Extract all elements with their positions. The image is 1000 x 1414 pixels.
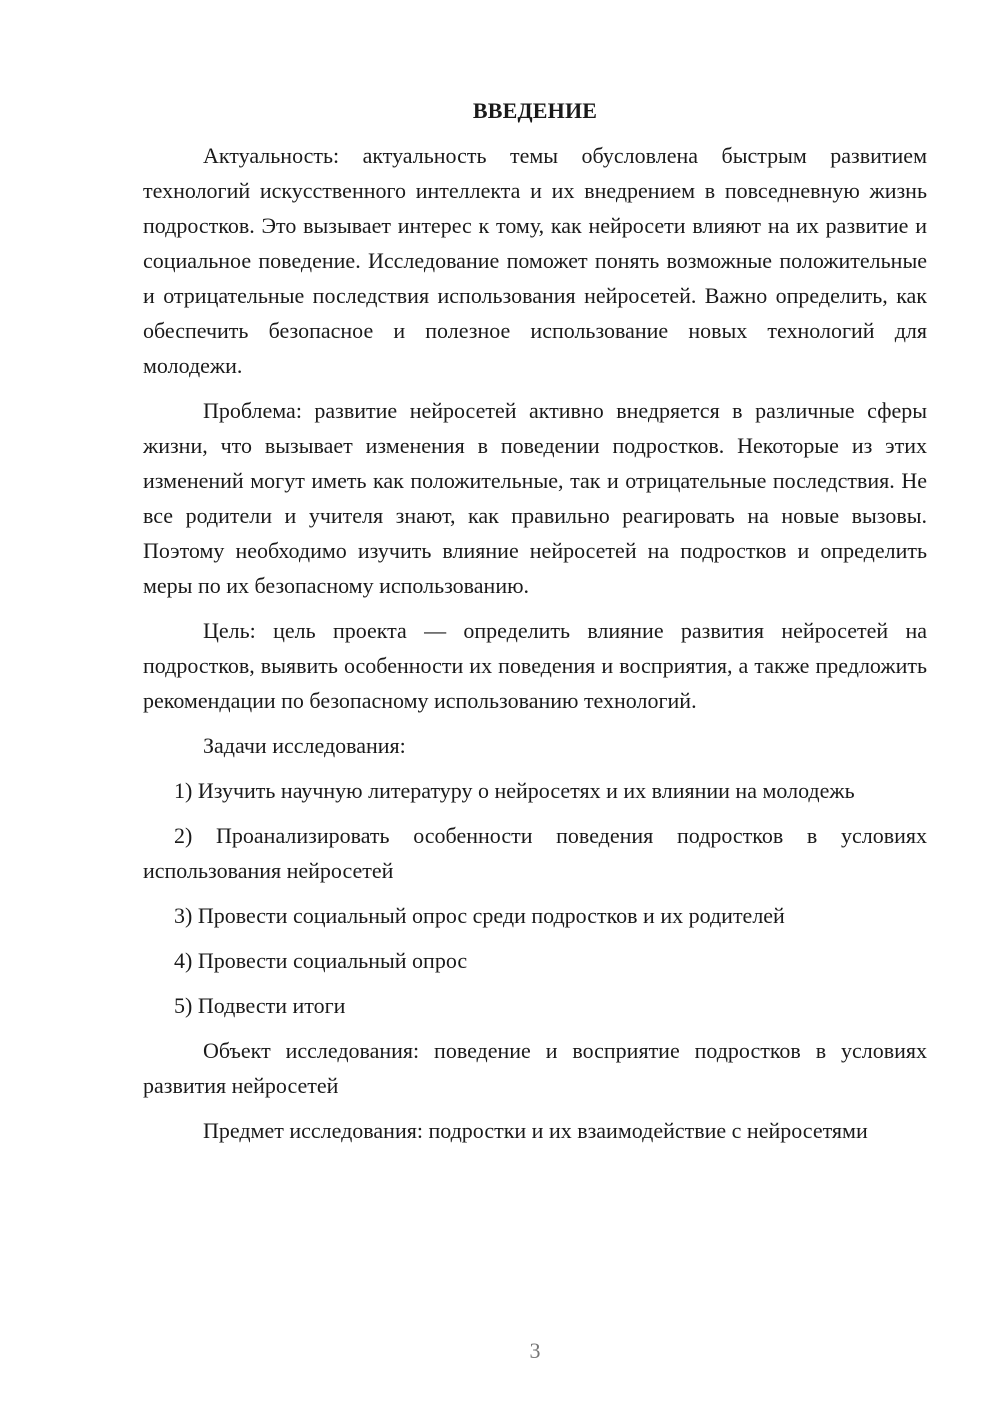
paragraph-problem: Проблема: развитие нейросетей активно внедряется в различные сферы жизни, что вызывает изменения в поведении подростков. Некоторые из этих изменений могут иметь как положительные, так и отрицательные последствия. Не все родители и учителя знают, как правильно реагировать на новые вызовы. Поэтому необходимо изучить влияние нейросетей на подростков и определить меры по их безопасному использованию. xyxy=(143,398,927,598)
paragraph-subject: Предмет исследования: подростки и их взаимодействие с нейросетями xyxy=(203,1118,868,1143)
task-item-3: 3) Провести социальный опрос среди подростков и их родителей xyxy=(174,903,785,928)
tasks-title: Задачи исследования: xyxy=(203,733,406,758)
page-content xyxy=(143,93,927,1158)
tasks-list xyxy=(143,773,927,1023)
page-number: 3 xyxy=(529,1338,541,1363)
task-item-5: 5) Подвести итоги xyxy=(174,993,346,1018)
paragraph-goal: Цель: цель проекта — определить влияние развития нейросетей на подростков, выявить особенности их поведения и восприятия, а также предложить рекомендации по безопасному использованию технологий. xyxy=(143,618,927,713)
task-item-1: 1) Изучить научную литературу о нейросетях и их влиянии на молодежь xyxy=(174,778,855,803)
paragraph-object: Объект исследования: поведение и восприятие подростков в условиях развития нейросетей xyxy=(143,1038,927,1098)
paragraph-relevance: Актуальность: актуальность темы обусловлена быстрым развитием технологий искусственного интеллекта и их внедрением в повседневную жизнь подростков. Это вызывает интерес к тому, как нейросети влияют на их развитие и социальное поведение. Исследование поможет понять возможные положительные и отрицательные последствия использования нейросетей. Важно определить, как обеспечить безопасное и полезное использование новых технологий для молодежи. xyxy=(143,143,927,378)
task-item-4: 4) Провести социальный опрос xyxy=(174,948,468,973)
section-heading: ВВЕДЕНИЕ xyxy=(472,98,598,123)
task-item-2: 2) Проанализировать особенности поведения подростков в условиях использования нейросетей xyxy=(143,823,927,883)
